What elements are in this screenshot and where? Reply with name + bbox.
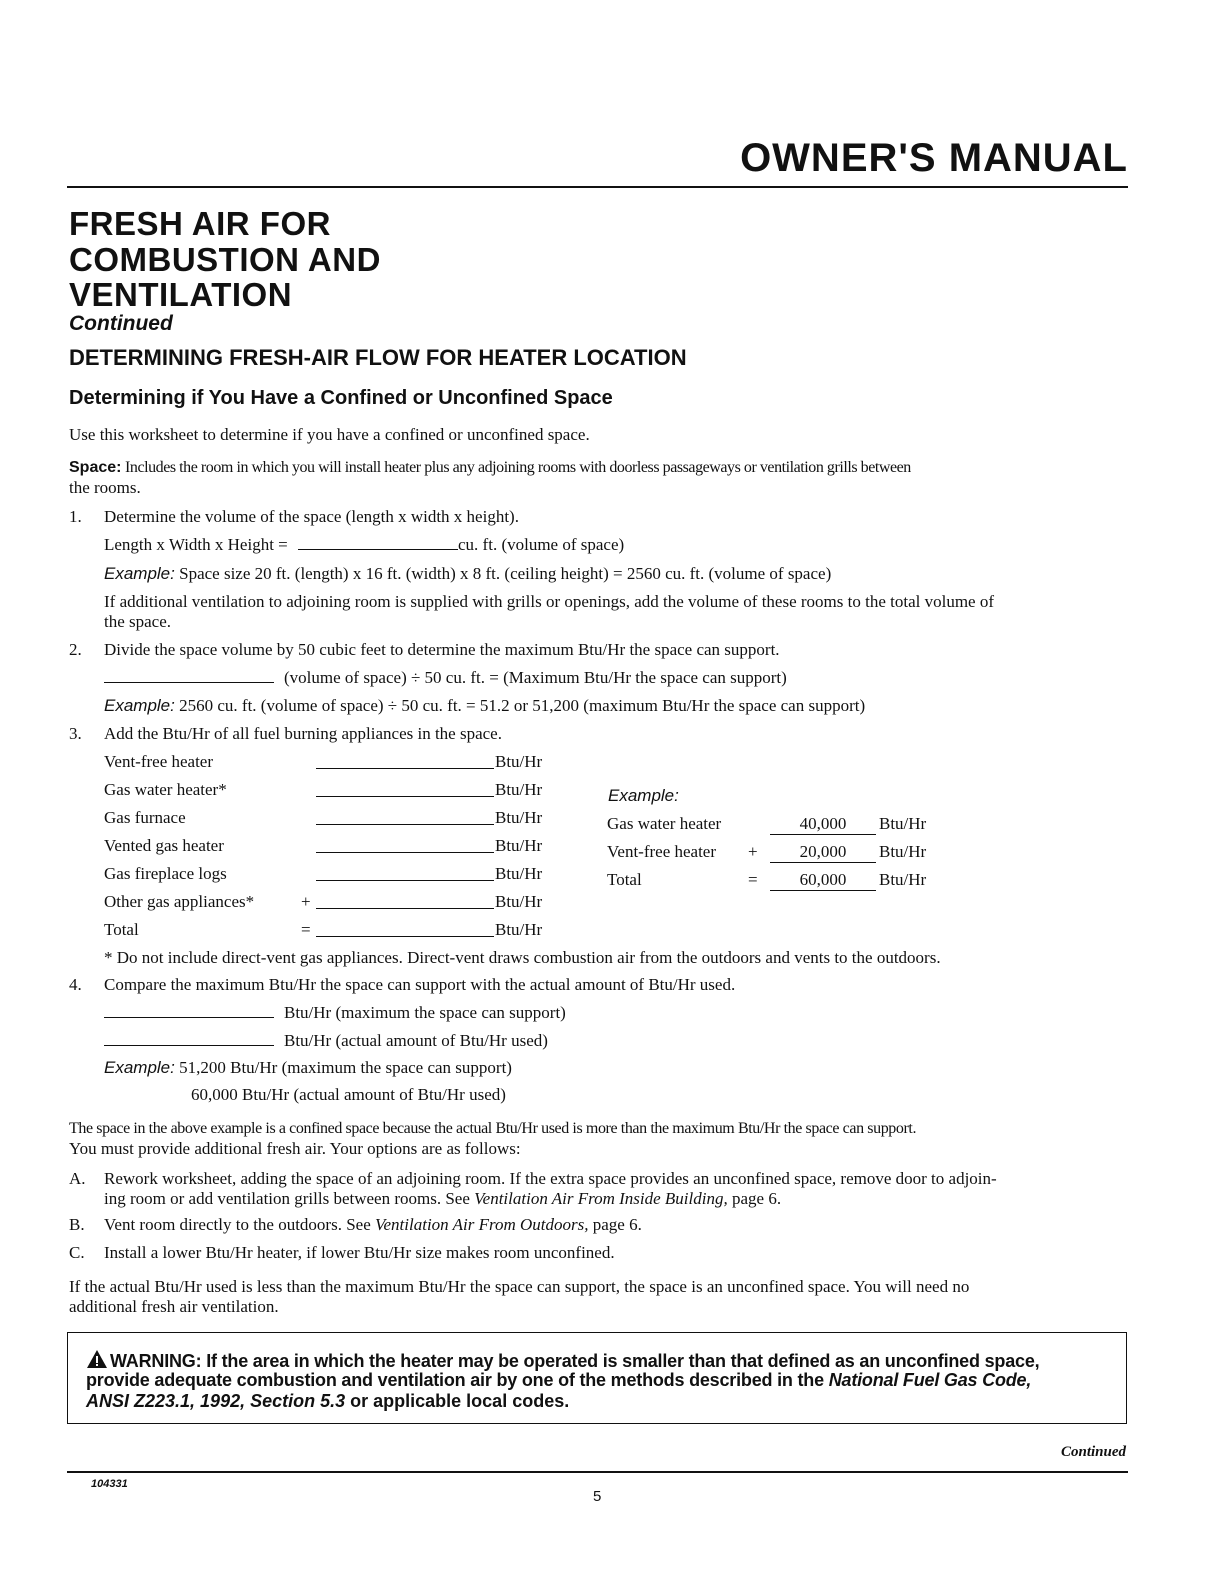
step-1-note-1: If additional ventilation to adjoining room is supplied with grills or openings, add the volume of these rooms to the total volume of <box>104 592 995 611</box>
step-1-number: 1. <box>69 507 82 526</box>
footer-continued: Continued <box>1060 1444 1126 1460</box>
step-1-example <box>104 564 831 584</box>
doc-number: 104331 <box>91 1478 128 1490</box>
option-c-text: Install a lower Btu/Hr heater, if lower Btu/Hr size makes room unconfined. <box>104 1243 615 1262</box>
option-c-letter: C. <box>69 1243 85 1262</box>
row-blank <box>316 894 494 909</box>
max-btu-blank <box>104 1003 274 1018</box>
row-op: = <box>301 920 311 939</box>
section-title-line-3: VENTILATION <box>69 276 293 313</box>
step-4-line-1 <box>104 1003 566 1023</box>
example-row-value: 60,000 <box>770 870 876 891</box>
example-row-unit: Btu/Hr <box>879 842 927 861</box>
step-1-note-2: the space. <box>104 612 172 631</box>
option-a-line-2-post: page 6. <box>727 1189 782 1208</box>
warning-line-2 <box>86 1370 1031 1391</box>
row-blank <box>316 782 494 797</box>
option-a-line-2 <box>104 1189 781 1209</box>
warning-ansi-ref: ANSI Z223.1, 1992, Section 5.3 <box>86 1391 346 1411</box>
row-unit: Btu/Hr <box>495 892 543 911</box>
warning-line-3 <box>86 1391 569 1412</box>
footer-rule <box>67 1471 1128 1473</box>
row-label: Other gas appliances* <box>104 892 255 911</box>
option-a-line-1: Rework worksheet, adding the space of an adjoining room. If the extra space provides an unconfined space, remove door to adjoin- <box>104 1169 997 1188</box>
step-1-example-label: Example: <box>104 564 175 583</box>
volume-divide-blank <box>104 668 274 683</box>
example-row-label: Total <box>607 870 642 889</box>
step-2-example-label: Example: <box>104 696 175 715</box>
step-4-line-2-text: Btu/Hr (actual amount of Btu/Hr used) <box>284 1031 548 1050</box>
row-op: + <box>301 892 311 911</box>
step-2-text: Divide the space volume by 50 cubic feet to determine the maximum Btu/Hr the space can support. <box>104 640 780 659</box>
row-unit: Btu/Hr <box>495 808 543 827</box>
section-title-line-2: COMBUSTION AND <box>69 241 381 278</box>
row-blank <box>316 754 494 769</box>
row-unit: Btu/Hr <box>495 836 543 855</box>
warning-line-1-text: If the area in which the heater may be operated is smaller than that defined as an unconfined space, <box>206 1351 1040 1371</box>
step-1-formula-left: Length x Width x Height = <box>104 535 288 554</box>
row-unit: Btu/Hr <box>495 752 543 771</box>
row-label: Gas water heater* <box>104 780 227 799</box>
step-4-example <box>104 1058 512 1078</box>
step-3-number: 3. <box>69 724 82 743</box>
example-row-op: = <box>748 870 758 889</box>
manual-title: OWNER'S MANUAL <box>740 136 1128 180</box>
row-blank <box>316 810 494 825</box>
section-continued: Continued <box>69 312 173 335</box>
actual-btu-blank <box>104 1031 274 1046</box>
row-label: Gas furnace <box>104 808 186 827</box>
row-blank <box>316 922 494 937</box>
step-2-formula <box>104 668 787 688</box>
conclusion-line-1: The space in the above example is a confined space because the actual Btu/Hr used is more than the maximum Btu/Hr the space can support. <box>69 1120 917 1137</box>
space-label: Space: <box>69 459 122 476</box>
volume-blank <box>298 535 458 550</box>
example-row-op: + <box>748 842 758 861</box>
example-row-value: 40,000 <box>770 814 876 835</box>
section-subheading: Determining if You Have a Confined or Unconfined Space <box>69 387 613 409</box>
step-4-text: Compare the maximum Btu/Hr the space can support with the actual amount of Btu/Hr used. <box>104 975 736 994</box>
step-1-example-text: Space size 20 ft. (length) x 16 ft. (width) x 8 ft. (ceiling height) = 2560 cu. ft. (volume of space) <box>179 564 832 583</box>
step-1-formula <box>104 535 624 555</box>
step-2-number: 2. <box>69 640 82 659</box>
step-2-example <box>104 696 865 716</box>
warning-line-3-post: or applicable local codes. <box>345 1391 570 1411</box>
option-a-letter: A. <box>69 1169 86 1188</box>
section-title-line-1: FRESH AIR FOR <box>69 205 331 242</box>
final-note-line-2: additional fresh air ventilation. <box>69 1297 279 1316</box>
step-4-line-1-text: Btu/Hr (maximum the space can support) <box>284 1003 566 1022</box>
step-2-formula-text: (volume of space) ÷ 50 cu. ft. = (Maximum Btu/Hr the space can support) <box>284 668 787 687</box>
example-row-label: Gas water heater <box>607 814 722 833</box>
row-unit: Btu/Hr <box>495 920 543 939</box>
option-b-pre: Vent room directly to the outdoors. See <box>104 1215 376 1234</box>
option-a-line-2-pre: ing room or add ventilation grills between rooms. See <box>104 1189 475 1208</box>
option-b-text <box>104 1215 642 1235</box>
option-b-ref: Ventilation Air From Outdoors, <box>375 1215 589 1234</box>
step-3-example-label: Example: <box>608 786 679 805</box>
warning-line-2-pre: provide adequate combustion and ventilation air by one of the methods described in the <box>86 1370 829 1390</box>
warning-code-ref: National Fuel Gas Code, <box>828 1370 1032 1390</box>
space-definition <box>69 458 1139 478</box>
option-b-letter: B. <box>69 1215 85 1234</box>
step-1-formula-right: cu. ft. (volume of space) <box>458 535 625 554</box>
section-heading: DETERMINING FRESH-AIR FLOW FOR HEATER LOCATION <box>69 345 687 370</box>
row-blank <box>316 866 494 881</box>
step-4-example-line-1: 51,200 Btu/Hr (maximum the space can support) <box>179 1058 512 1077</box>
step-4-number: 4. <box>69 975 82 994</box>
step-3-text: Add the Btu/Hr of all fuel burning appliances in the space. <box>104 724 502 743</box>
step-4-line-2 <box>104 1031 548 1051</box>
space-text-2: the rooms. <box>69 478 141 497</box>
row-unit: Btu/Hr <box>495 864 543 883</box>
intro-text: Use this worksheet to determine if you have a confined or unconfined space. <box>69 425 590 444</box>
space-text-1: Includes the room in which you will install heater plus any adjoining rooms with doorless passageways or ventilation grills between <box>125 459 911 476</box>
step-2-example-text: 2560 cu. ft. (volume of space) ÷ 50 cu. ft. = 51.2 or 51,200 (maximum Btu/Hr the space can support) <box>179 696 866 715</box>
step-1-text: Determine the volume of the space (length x width x height). <box>104 507 519 526</box>
header-rule <box>67 186 1128 188</box>
conclusion-line-2: You must provide additional fresh air. Your options are as follows: <box>69 1139 521 1158</box>
row-label: Total <box>104 920 139 939</box>
step-4-example-line-2: 60,000 Btu/Hr (actual amount of Btu/Hr used) <box>191 1085 506 1104</box>
row-label: Vented gas heater <box>104 836 224 855</box>
example-row-unit: Btu/Hr <box>879 870 927 889</box>
example-row-value: 20,000 <box>770 842 876 863</box>
row-label: Gas fireplace logs <box>104 864 227 883</box>
option-b-post: page 6. <box>588 1215 642 1234</box>
page-number: 5 <box>593 1488 602 1505</box>
row-unit: Btu/Hr <box>495 780 543 799</box>
row-blank <box>316 838 494 853</box>
step-3-footnote: * Do not include direct-vent gas appliances. Direct-vent draws combustion air from the outdoors and vents to the outdoors. <box>104 948 941 967</box>
row-label: Vent-free heater <box>104 752 214 771</box>
option-a-ref: Ventilation Air From Inside Building, <box>474 1189 728 1208</box>
example-row-label: Vent-free heater <box>607 842 717 861</box>
step-4-example-label: Example: <box>104 1058 175 1077</box>
final-note-line-1: If the actual Btu/Hr used is less than the maximum Btu/Hr the space can support, the space is an unconfined space. You will need no <box>69 1277 970 1296</box>
example-row-unit: Btu/Hr <box>879 814 927 833</box>
warning-label: WARNING: <box>110 1351 202 1371</box>
